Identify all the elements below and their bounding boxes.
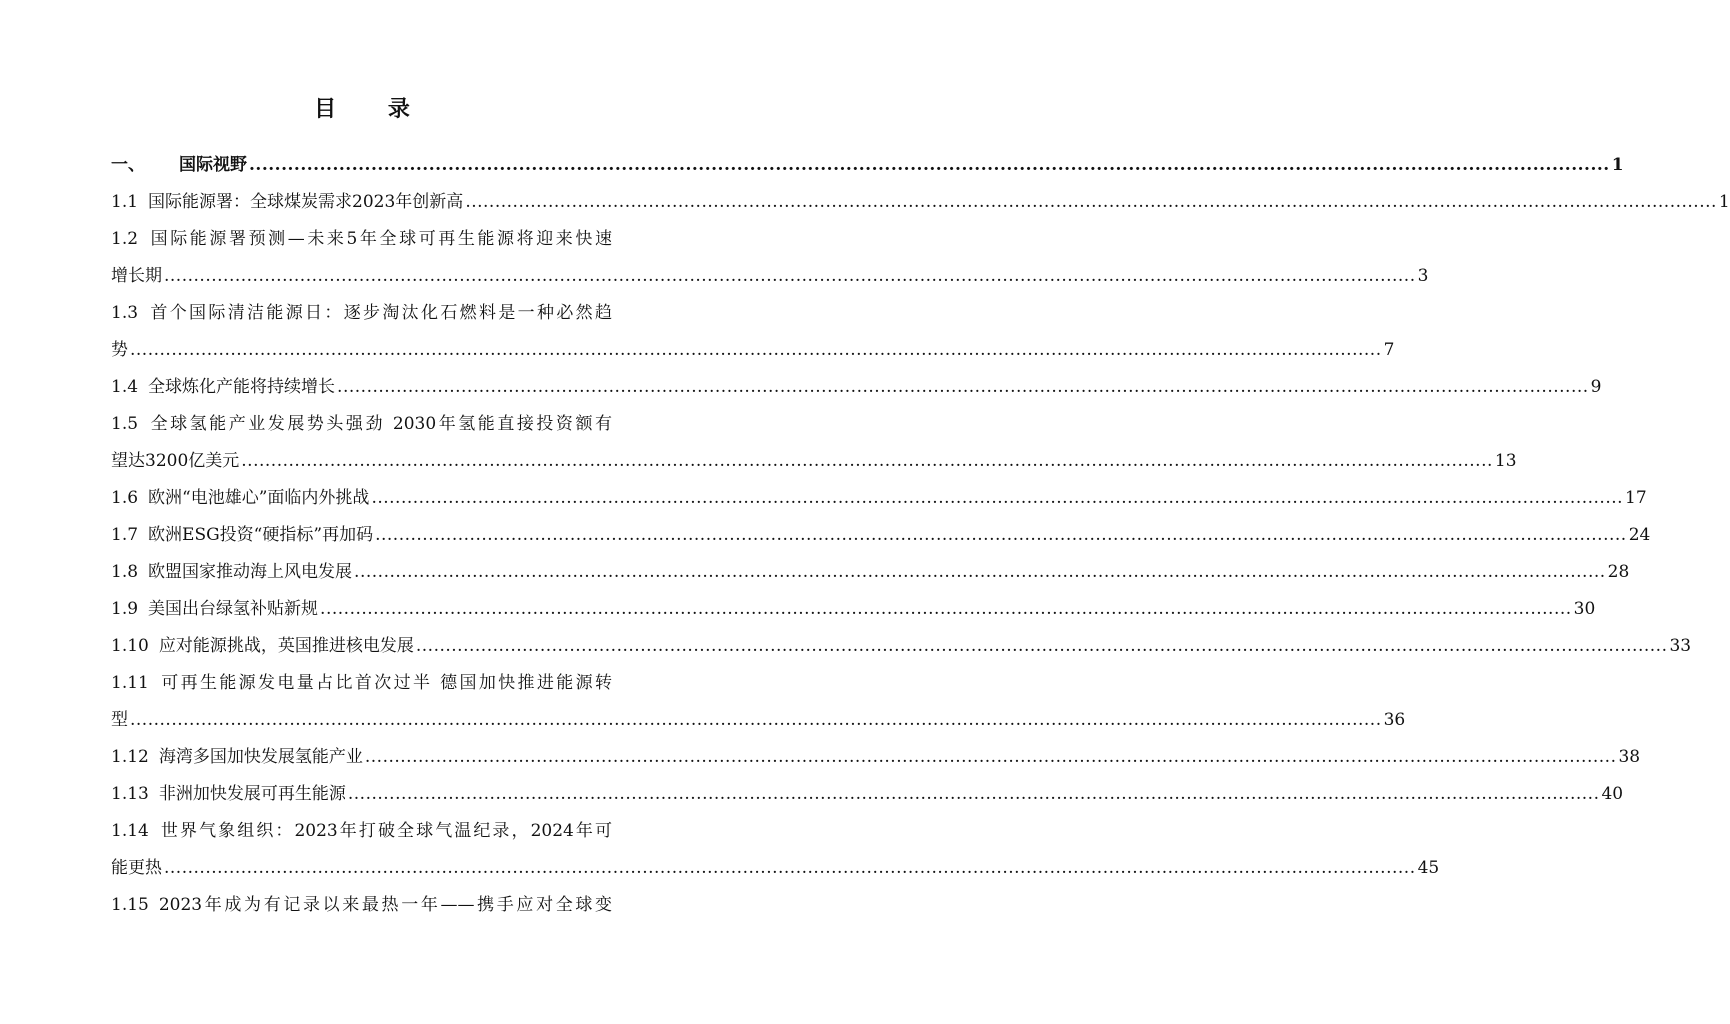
- toc-page-number: 13: [1494, 451, 1517, 471]
- toc-entry-title: 非洲加快发展可再生能源: [158, 784, 346, 804]
- toc-entry[interactable]: [111, 816, 612, 853]
- toc-entry-title: 国际能源署预测—未来5年全球可再生能源将迎来快速: [148, 229, 612, 249]
- toc-page-number: 3: [1417, 266, 1429, 286]
- toc-entry-number: 1.1: [111, 192, 139, 212]
- leader-dots: [337, 377, 1589, 397]
- toc-page-number: 1: [1611, 155, 1624, 175]
- toc-entry[interactable]: [111, 224, 612, 261]
- toc-entry-continuation[interactable]: [111, 261, 1429, 298]
- toc-entry-number: 1.5: [111, 414, 139, 434]
- toc-entry-number: 一、: [111, 155, 145, 175]
- toc-entry-title: 2023年成为有记录以来最热一年——携手应对全球变: [158, 895, 612, 915]
- toc-page-number: 28: [1607, 562, 1630, 582]
- toc-entry-number: 1.14: [111, 821, 149, 841]
- toc-entry[interactable]: [111, 187, 1730, 224]
- leader-dots: [375, 525, 1627, 545]
- toc-page-number: 36: [1383, 710, 1406, 730]
- toc-entry[interactable]: [111, 742, 1641, 779]
- leader-dots: [354, 562, 1606, 582]
- leader-dots: [365, 747, 1617, 767]
- leader-dots: [130, 340, 1382, 360]
- toc-entry-continuation[interactable]: [111, 335, 1395, 372]
- toc-entry-title: 应对能源挑战，英国推进核电发展: [158, 636, 414, 656]
- toc-entry-title: 全球氢能产业发展势头强劲 2030年氢能直接投资额有: [148, 414, 612, 434]
- toc-entry[interactable]: [111, 594, 1596, 631]
- toc-entry[interactable]: [111, 298, 612, 335]
- toc-entry-number: 1.10: [111, 636, 149, 656]
- leader-dots: [348, 784, 1600, 804]
- table-of-contents: [111, 150, 1730, 927]
- toc-entry-title-continued: 势: [111, 340, 128, 360]
- toc-entry[interactable]: [111, 520, 1651, 557]
- toc-entry-continuation[interactable]: [111, 853, 1440, 890]
- toc-entry[interactable]: [111, 779, 1624, 816]
- toc-entry[interactable]: [111, 890, 612, 927]
- toc-entry-title: 欧洲“电池雄心”面临内外挑战: [148, 488, 370, 508]
- toc-entry-number: 1.11: [111, 673, 149, 693]
- toc-entry-title: 首个国际清洁能源日：逐步淘汰化石燃料是一种必然趋: [148, 303, 612, 323]
- toc-section-heading[interactable]: [111, 150, 1624, 187]
- toc-page-number: 40: [1601, 784, 1624, 804]
- toc-entry-title: 国际视野: [179, 155, 247, 175]
- toc-entry[interactable]: [111, 557, 1630, 594]
- toc-entry-title: 可再生能源发电量占比首次过半 德国加快推进能源转: [158, 673, 612, 693]
- toc-page-number: 9: [1590, 377, 1602, 397]
- toc-entry-continuation[interactable]: [111, 446, 1517, 483]
- leader-dots: [241, 451, 1493, 471]
- toc-entry-title: 欧盟国家推动海上风电发展: [148, 562, 353, 582]
- toc-entry-title-continued: 望达3200亿美元: [111, 451, 240, 471]
- toc-entry-title-continued: 能更热: [111, 858, 162, 878]
- toc-entry-number: 1.7: [111, 525, 139, 545]
- leader-dots: [164, 266, 1416, 286]
- toc-entry-continuation[interactable]: [111, 705, 1406, 742]
- toc-page-number: 17: [1625, 488, 1647, 508]
- toc-entry-number: 1.9: [111, 599, 139, 619]
- toc-entry-title: 世界气象组织：2023年打破全球气温纪录，2024年可: [158, 821, 612, 841]
- toc-entry[interactable]: [111, 409, 612, 446]
- toc-entry-title-continued: 增长期: [111, 266, 162, 286]
- leader-dots: [416, 636, 1668, 656]
- toc-entry-number: 1.3: [111, 303, 139, 323]
- leader-dots: [130, 710, 1382, 730]
- toc-entry[interactable]: [111, 372, 1602, 409]
- leader-dots: [465, 192, 1717, 212]
- toc-entry[interactable]: [111, 668, 612, 705]
- toc-entry-number: 1.4: [111, 377, 139, 397]
- toc-entry-number: 1.12: [111, 747, 149, 767]
- toc-page-number: 7: [1383, 340, 1395, 360]
- toc-entry-title: 国际能源署：全球煤炭需求2023年创新高: [148, 192, 464, 212]
- leader-dots: [320, 599, 1572, 619]
- toc-entry-title: 海湾多国加快发展氢能产业: [158, 747, 363, 767]
- toc-page-number: 30: [1573, 599, 1596, 619]
- toc-page-number: 1: [1718, 192, 1730, 212]
- leader-dots: [164, 858, 1416, 878]
- toc-entry-title: 欧洲ESG投资“硬指标”再加码: [148, 525, 374, 545]
- toc-page-number: 24: [1628, 525, 1651, 545]
- toc-entry-number: 1.15: [111, 895, 149, 915]
- toc-entry-number: 1.2: [111, 229, 139, 249]
- toc-entry-title-continued: 型: [111, 710, 128, 730]
- leader-dots: [249, 155, 1610, 175]
- toc-entry[interactable]: [111, 483, 1647, 520]
- toc-entry-title: 美国出台绿氢补贴新规: [148, 599, 319, 619]
- leader-dots: [371, 488, 1623, 508]
- toc-entry-title: 全球炼化产能将持续增长: [148, 377, 336, 397]
- page-title: 目 录: [314, 96, 432, 122]
- toc-entry-number: 1.6: [111, 488, 139, 508]
- toc-page-number: 33: [1669, 636, 1692, 656]
- toc-entry-number: 1.13: [111, 784, 149, 804]
- toc-page-number: 38: [1618, 747, 1641, 767]
- toc-entry-number: 1.8: [111, 562, 139, 582]
- toc-page-number: 45: [1417, 858, 1440, 878]
- toc-entry[interactable]: [111, 631, 1692, 668]
